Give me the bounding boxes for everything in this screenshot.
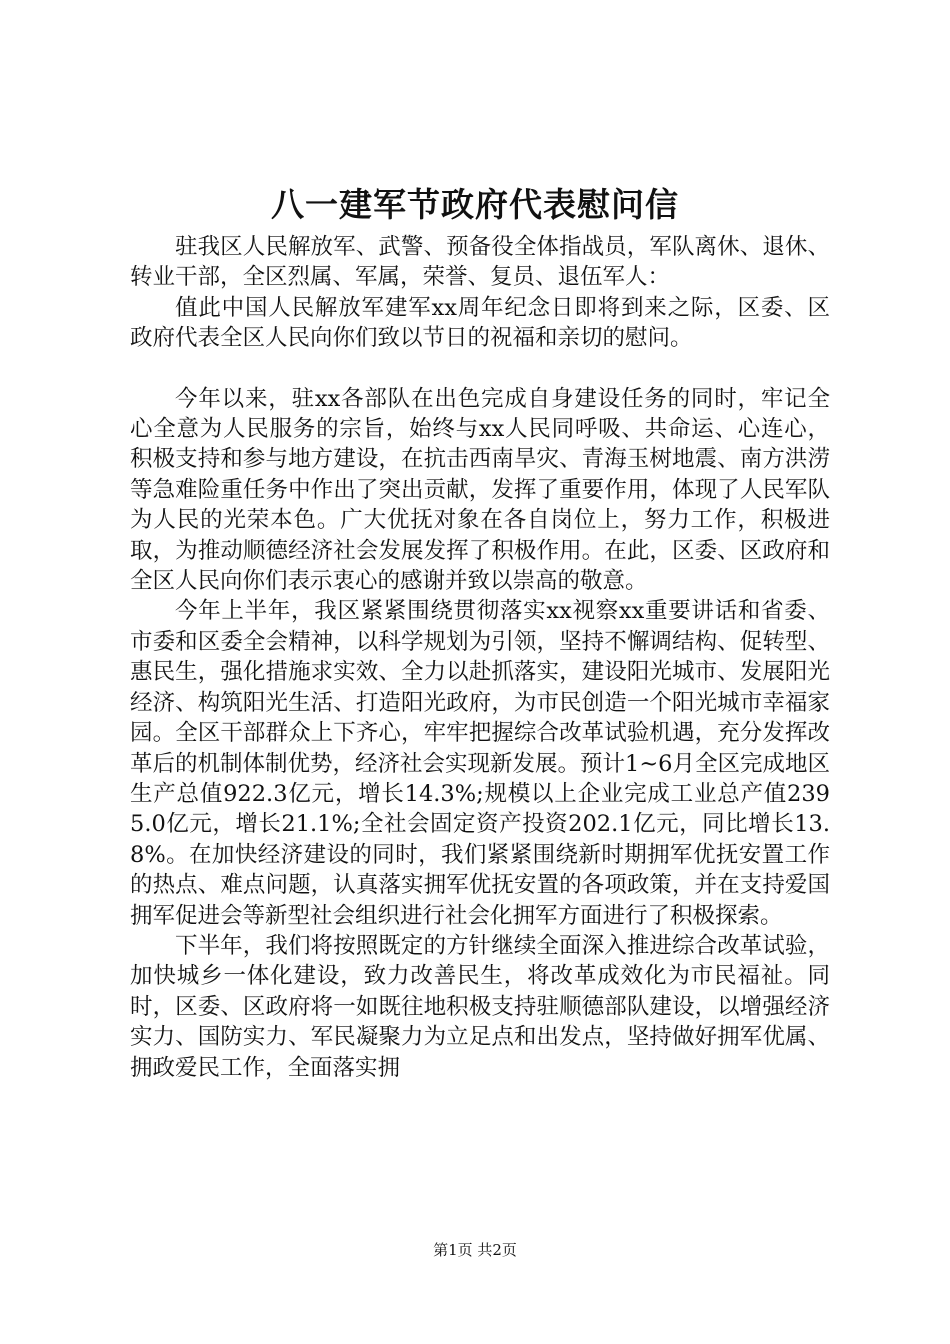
body-paragraph: 今年上半年，我区紧紧围绕贯彻落实xx视察xx重要讲话和省委、市委和区委全会精神，以科学规划为引领，坚持不懈调结构、促转型、惠民生，强化措施求实效、全力以赴抓落实，建设阳光城市、发展阳光经济、构筑阳光生活、打造阳光政府，为市民创造一个阳光城市幸福家园。全区干部群众上下齐心，牢牢把握综合改革试验机遇，充分发挥改革后的机制体制优势，经济社会实现新发展。预计1~6月全区完成地区生产总值922.3亿元，增长14.3%;规模以上企业完成工业总产值2395.0亿元，增长21.1%;全社会固定资产投资202.1亿元，同比增长13.8%。在加快经济建设的同时，我们紧紧围绕新时期拥军优抚安置工作的热点、难点问题，认真落实拥军优抚安置的各项政策，并在支持爱国拥军促进会等新型社会组织进行社会化拥军方面进行了积极探索。: [130, 598, 830, 929]
page-number-footer: 第1页 共2页: [433, 1241, 517, 1259]
greeting-paragraph: 值此中国人民解放军建军xx周年纪念日即将到来之际，区委、区政府代表全区人民向你们致以节日的祝福和亲切的慰问。: [130, 294, 830, 352]
salutation-paragraph: 驻我区人民解放军、武警、预备役全体指战员，军队离休、退休、转业干部，全区烈属、军属，荣誉、复员、退伍军人：: [130, 234, 830, 291]
document-title: 八一建军节政府代表慰问信: [271, 185, 679, 224]
document-body: [130, 232, 830, 1083]
body-paragraph: 下半年，我们将按照既定的方针继续全面深入推进综合改革试验，加快城乡一体化建设，致力改善民生，将改革成效化为市民福祉。同时，区委、区政府将一如既往地积极支持驻顺德部队建设，以增强经济实力、国防实力、军民凝聚力为立足点和出发点，坚持做好拥军优属、拥政爱民工作，全面落实拥: [130, 932, 830, 1081]
body-paragraph: 今年以来，驻xx各部队在出色完成自身建设任务的同时，牢记全心全意为人民服务的宗旨，始终与xx人民同呼吸、共命运、心连心，积极支持和参与地方建设，在抗击西南旱灾、青海玉树地震、南方洪涝等急难险重任务中作出了突出贡献，发挥了重要作用，体现了人民军队为人民的光荣本色。广大优抚对象在各自岗位上，努力工作，积极进取，为推动顺德经济社会发展发挥了积极作用。在此，区委、区政府和全区人民向你们表示衷心的感谢并致以崇高的敬意。: [130, 385, 830, 595]
